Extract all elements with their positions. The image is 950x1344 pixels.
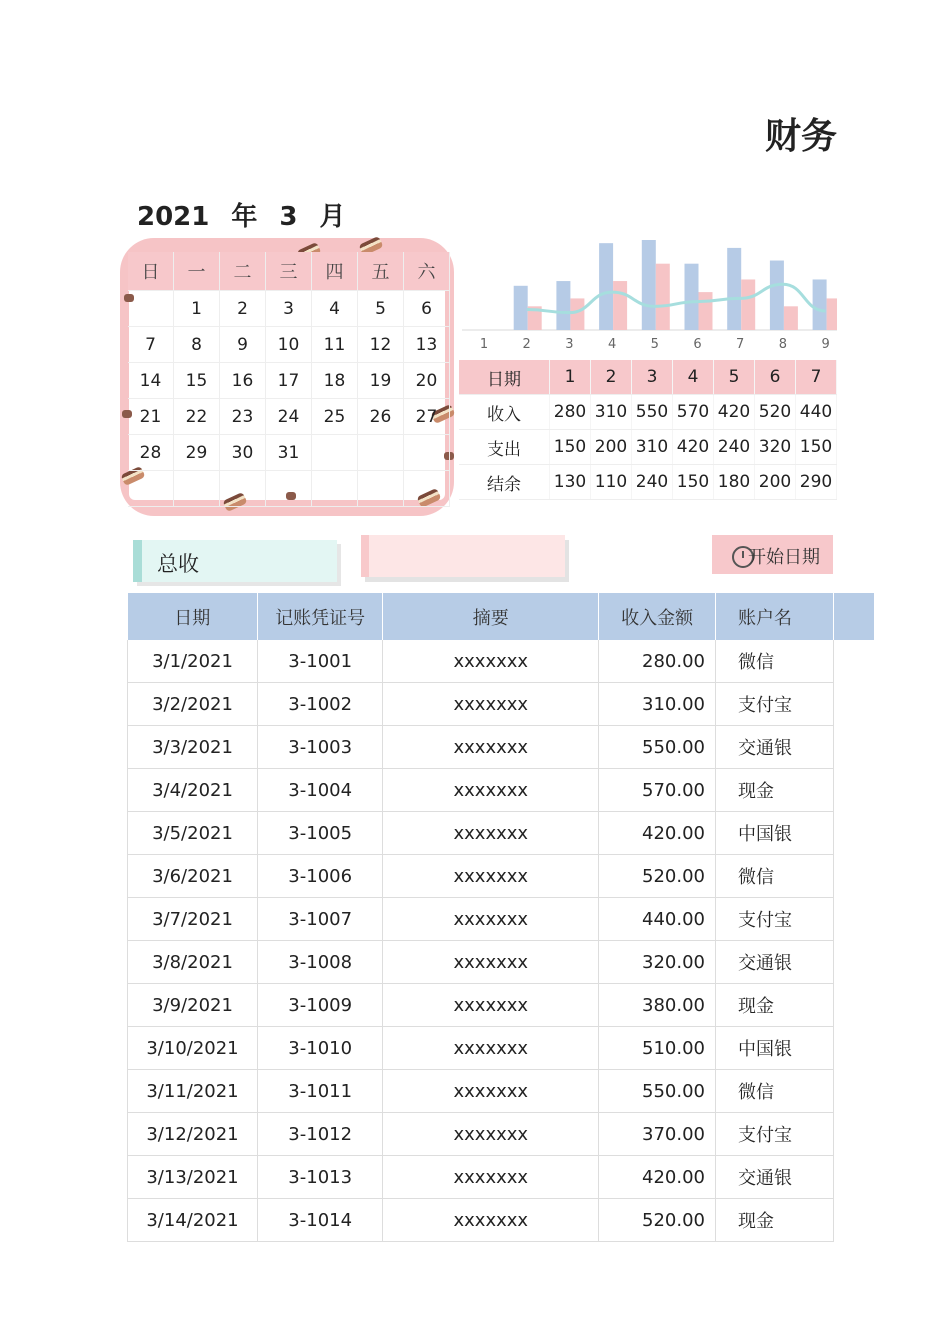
ledger-header-voucher: 记账凭证号: [258, 593, 383, 640]
calendar-day[interactable]: [358, 471, 404, 507]
chart-tick-label: 9: [821, 337, 830, 352]
ledger-summary: xxxxxxx: [383, 1199, 599, 1242]
ledger-account: 微信: [715, 855, 833, 898]
calendar-day[interactable]: 19: [358, 363, 404, 399]
summary-value: 200: [591, 430, 632, 465]
summary-header-row: [459, 360, 837, 395]
summary-value: 320: [755, 430, 796, 465]
calendar-day[interactable]: 12: [358, 327, 404, 363]
summary-day: 4: [673, 360, 714, 395]
calendar-day[interactable]: 20: [404, 363, 450, 399]
page-title: 财务: [765, 116, 838, 157]
ledger-date: 3/10/2021: [128, 1027, 258, 1070]
summary-value: 290: [796, 465, 837, 500]
summary-value: 520: [755, 395, 796, 430]
table-row[interactable]: [128, 1199, 834, 1242]
calendar-day[interactable]: [404, 435, 450, 471]
income-bar: [556, 281, 570, 330]
calendar-day[interactable]: 14: [128, 363, 174, 399]
summary-value: 310: [632, 430, 673, 465]
ledger-header-account: 账户名: [715, 593, 833, 640]
calendar-week-row: [128, 399, 450, 435]
chart-tick-label: 6: [693, 337, 702, 352]
ledger-date: 3/5/2021: [128, 812, 258, 855]
ledger-account: 交通银: [715, 1156, 833, 1199]
expense-bar: [699, 292, 713, 330]
calendar-day[interactable]: 1: [174, 291, 220, 327]
calendar-day[interactable]: 7: [128, 327, 174, 363]
summary-day: 2: [591, 360, 632, 395]
table-row[interactable]: [128, 1027, 834, 1070]
weekday-cell: 三: [266, 252, 312, 291]
summary-row-label: 收入: [459, 395, 550, 430]
ledger-summary: xxxxxxx: [383, 726, 599, 769]
summary-row: [459, 395, 837, 430]
ledger-account: 微信: [715, 1070, 833, 1113]
ledger-amount: 310.00: [599, 683, 716, 726]
ledger-summary: xxxxxxx: [383, 1070, 599, 1113]
ledger-voucher: 3-1003: [258, 726, 383, 769]
ledger-voucher: 3-1013: [258, 1156, 383, 1199]
summary-row-label: 结余: [459, 465, 550, 500]
ledger-amount: 420.00: [599, 812, 716, 855]
ledger-date: 3/12/2021: [128, 1113, 258, 1156]
ledger-summary: xxxxxxx: [383, 683, 599, 726]
calendar-day[interactable]: 16: [220, 363, 266, 399]
ledger-summary: xxxxxxx: [383, 1027, 599, 1070]
ledger-account: 支付宝: [715, 683, 833, 726]
expense-bar: [741, 279, 755, 330]
ledger-voucher: 3-1011: [258, 1070, 383, 1113]
ledger-amount: 370.00: [599, 1113, 716, 1156]
summary-value: 240: [714, 430, 755, 465]
expense-bar: [656, 264, 670, 330]
ledger-account: 中国银: [715, 812, 833, 855]
ledger-header-extension: [834, 593, 874, 640]
expense-bar: [570, 298, 584, 330]
ledger-amount: 420.00: [599, 1156, 716, 1199]
table-row[interactable]: [128, 898, 834, 941]
ledger-account: 微信: [715, 640, 833, 683]
summary-value: 200: [755, 465, 796, 500]
summary-value: 420: [673, 430, 714, 465]
chart-tick-label: 7: [736, 337, 745, 352]
calendar-day[interactable]: 31: [266, 435, 312, 471]
calendar-week-row: [128, 363, 450, 399]
ledger-header-date: 日期: [128, 593, 258, 640]
calendar-day[interactable]: 9: [220, 327, 266, 363]
summary-value: 150: [550, 430, 591, 465]
calendar-week-row: [128, 435, 450, 471]
calendar-month-unit: 月: [319, 202, 346, 232]
calendar-year-unit: 年: [231, 202, 258, 232]
ledger-voucher: 3-1005: [258, 812, 383, 855]
summary-row-label: 支出: [459, 430, 550, 465]
ledger-date: 3/9/2021: [128, 984, 258, 1027]
summary-value: 310: [591, 395, 632, 430]
income-bar: [514, 286, 528, 330]
calendar-week-row: [128, 471, 450, 507]
ledger-account: 现金: [715, 769, 833, 812]
income-expense-chart: [462, 232, 837, 357]
ledger-amount: 550.00: [599, 726, 716, 769]
weekday-cell: 四: [312, 252, 358, 291]
income-bar: [727, 248, 741, 330]
ledger-date: 3/8/2021: [128, 941, 258, 984]
summary-value: 150: [673, 465, 714, 500]
calendar-day[interactable]: [128, 471, 174, 507]
ledger-account: 交通银: [715, 726, 833, 769]
ledger-account: 中国银: [715, 1027, 833, 1070]
summary-value: 440: [796, 395, 837, 430]
table-row[interactable]: [128, 640, 834, 683]
ledger-summary: xxxxxxx: [383, 1113, 599, 1156]
summary-row: [459, 465, 837, 500]
ledger-summary: xxxxxxx: [383, 812, 599, 855]
chart-tick-label: 4: [607, 337, 617, 352]
calendar-day[interactable]: 4: [312, 291, 358, 327]
ledger-amount: 280.00: [599, 640, 716, 683]
calendar-day[interactable]: 6: [404, 291, 450, 327]
summary-value: 420: [714, 395, 755, 430]
calendar-day[interactable]: 24: [266, 399, 312, 435]
start-date-button[interactable]: [712, 535, 833, 574]
summary-value: 130: [550, 465, 591, 500]
weekday-cell: 六: [404, 252, 450, 291]
ledger-date: 3/3/2021: [128, 726, 258, 769]
calendar-day[interactable]: 25: [312, 399, 358, 435]
ledger-voucher: 3-1006: [258, 855, 383, 898]
start-date-label: 开始日期: [748, 547, 820, 568]
calendar-day[interactable]: [312, 435, 358, 471]
total-income-tab[interactable]: [133, 540, 337, 582]
calendar-day[interactable]: 29: [174, 435, 220, 471]
ledger-voucher: 3-1012: [258, 1113, 383, 1156]
income-bar: [599, 243, 613, 330]
ledger-voucher: 3-1009: [258, 984, 383, 1027]
calendar-day[interactable]: 22: [174, 399, 220, 435]
ledger-amount: 440.00: [599, 898, 716, 941]
ledger-date: 3/11/2021: [128, 1070, 258, 1113]
table-row[interactable]: [128, 1156, 834, 1199]
calendar-weekday-row: [128, 252, 450, 291]
ledger-account: 现金: [715, 984, 833, 1027]
calendar-day[interactable]: 15: [174, 363, 220, 399]
expense-bar: [827, 298, 837, 330]
ledger-voucher: 3-1002: [258, 683, 383, 726]
calendar-day[interactable]: 11: [312, 327, 358, 363]
ledger-date: 3/4/2021: [128, 769, 258, 812]
chart-tick-label: 8: [778, 337, 788, 352]
table-row[interactable]: [128, 683, 834, 726]
table-row[interactable]: [128, 984, 834, 1027]
summary-value: 280: [550, 395, 591, 430]
ledger-summary: xxxxxxx: [383, 941, 599, 984]
chart-tick-label: 3: [565, 337, 574, 352]
ledger-summary: xxxxxxx: [383, 898, 599, 941]
income-bar: [642, 240, 656, 330]
calendar-day[interactable]: 26: [358, 399, 404, 435]
calendar-day[interactable]: [220, 471, 266, 507]
ledger-amount: 570.00: [599, 769, 716, 812]
ledger-voucher: 3-1004: [258, 769, 383, 812]
calendar-year: 2021: [137, 202, 210, 232]
calendar-day[interactable]: 17: [266, 363, 312, 399]
summary-row: [459, 430, 837, 465]
table-row[interactable]: [128, 941, 834, 984]
calendar-day[interactable]: [404, 471, 450, 507]
ledger-header-summary: 摘要: [383, 593, 599, 640]
table-row[interactable]: [128, 812, 834, 855]
calendar-day[interactable]: 10: [266, 327, 312, 363]
calendar-day[interactable]: 18: [312, 363, 358, 399]
summary-value: 180: [714, 465, 755, 500]
summary-value: 550: [632, 395, 673, 430]
chart-tick-label: 2: [522, 337, 531, 352]
ledger-summary: xxxxxxx: [383, 1156, 599, 1199]
calendar-week-row: [128, 291, 450, 327]
daily-summary-table: [459, 360, 837, 500]
ledger-header-row: [128, 593, 834, 640]
table-row[interactable]: [128, 769, 834, 812]
table-row[interactable]: [128, 855, 834, 898]
ledger-summary: xxxxxxx: [383, 769, 599, 812]
summary-value: 570: [673, 395, 714, 430]
calendar-day[interactable]: [128, 291, 174, 327]
table-row[interactable]: [128, 726, 834, 769]
ledger-amount: 520.00: [599, 855, 716, 898]
ledger-account: 现金: [715, 1199, 833, 1242]
ledger-date: 3/13/2021: [128, 1156, 258, 1199]
ledger-date: 3/1/2021: [128, 640, 258, 683]
calendar-week-row: [128, 327, 450, 363]
chart-tick-label: 1: [479, 337, 489, 352]
ledger-amount: 320.00: [599, 941, 716, 984]
income-ledger-table: [127, 593, 834, 1242]
expense-bar: [784, 306, 798, 330]
income-bar: [813, 279, 827, 330]
calendar-day[interactable]: [174, 471, 220, 507]
summary-value: 110: [591, 465, 632, 500]
ledger-amount: 550.00: [599, 1070, 716, 1113]
calendar-day[interactable]: 30: [220, 435, 266, 471]
calendar-month: 3: [279, 202, 298, 232]
expense-bar: [613, 281, 627, 330]
table-row[interactable]: [128, 1070, 834, 1113]
ledger-date: 3/6/2021: [128, 855, 258, 898]
summary-header-label: 日期: [459, 360, 550, 395]
calendar-day[interactable]: 21: [128, 399, 174, 435]
calendar-day[interactable]: 3: [266, 291, 312, 327]
calendar-day[interactable]: 28: [128, 435, 174, 471]
calendar-day[interactable]: 13: [404, 327, 450, 363]
total-income-label: 总收: [157, 552, 199, 576]
total-value-note: [361, 535, 565, 577]
ledger-viewport: [127, 593, 834, 1245]
table-row[interactable]: [128, 1113, 834, 1156]
income-bar: [770, 261, 784, 330]
ledger-date: 3/7/2021: [128, 898, 258, 941]
ledger-header-amount: 收入金额: [599, 593, 716, 640]
ledger-amount: 380.00: [599, 984, 716, 1027]
ledger-voucher: 3-1008: [258, 941, 383, 984]
ledger-date: 3/14/2021: [128, 1199, 258, 1242]
calendar-grid: [128, 252, 450, 507]
ledger-account: 交通银: [715, 941, 833, 984]
calendar-day[interactable]: 5: [358, 291, 404, 327]
summary-day: 7: [796, 360, 837, 395]
calendar-day[interactable]: [312, 471, 358, 507]
summary-day: 5: [714, 360, 755, 395]
ledger-summary: xxxxxxx: [383, 855, 599, 898]
ledger-voucher: 3-1007: [258, 898, 383, 941]
ledger-amount: 520.00: [599, 1199, 716, 1242]
weekday-cell: 一: [174, 252, 220, 291]
weekday-cell: 五: [358, 252, 404, 291]
calendar-day[interactable]: 27: [404, 399, 450, 435]
ledger-account: 支付宝: [715, 898, 833, 941]
summary-value: 150: [796, 430, 837, 465]
weekday-cell: 二: [220, 252, 266, 291]
calendar-day[interactable]: 23: [220, 399, 266, 435]
ledger-amount: 510.00: [599, 1027, 716, 1070]
ledger-summary: xxxxxxx: [383, 640, 599, 683]
weekday-cell: 日: [128, 252, 174, 291]
ledger-voucher: 3-1010: [258, 1027, 383, 1070]
ledger-summary: xxxxxxx: [383, 984, 599, 1027]
calendar-day[interactable]: [266, 471, 312, 507]
calendar-day[interactable]: [358, 435, 404, 471]
summary-day: 3: [632, 360, 673, 395]
ledger-date: 3/2/2021: [128, 683, 258, 726]
ledger-voucher: 3-1001: [258, 640, 383, 683]
chart-tick-label: 5: [650, 337, 659, 352]
calendar-year-month: [137, 196, 368, 233]
ledger-account: 支付宝: [715, 1113, 833, 1156]
calendar-day[interactable]: 8: [174, 327, 220, 363]
calendar-day[interactable]: 2: [220, 291, 266, 327]
income-bar: [685, 264, 699, 330]
summary-value: 240: [632, 465, 673, 500]
summary-day: 6: [755, 360, 796, 395]
summary-day: 1: [550, 360, 591, 395]
ledger-voucher: 3-1014: [258, 1199, 383, 1242]
